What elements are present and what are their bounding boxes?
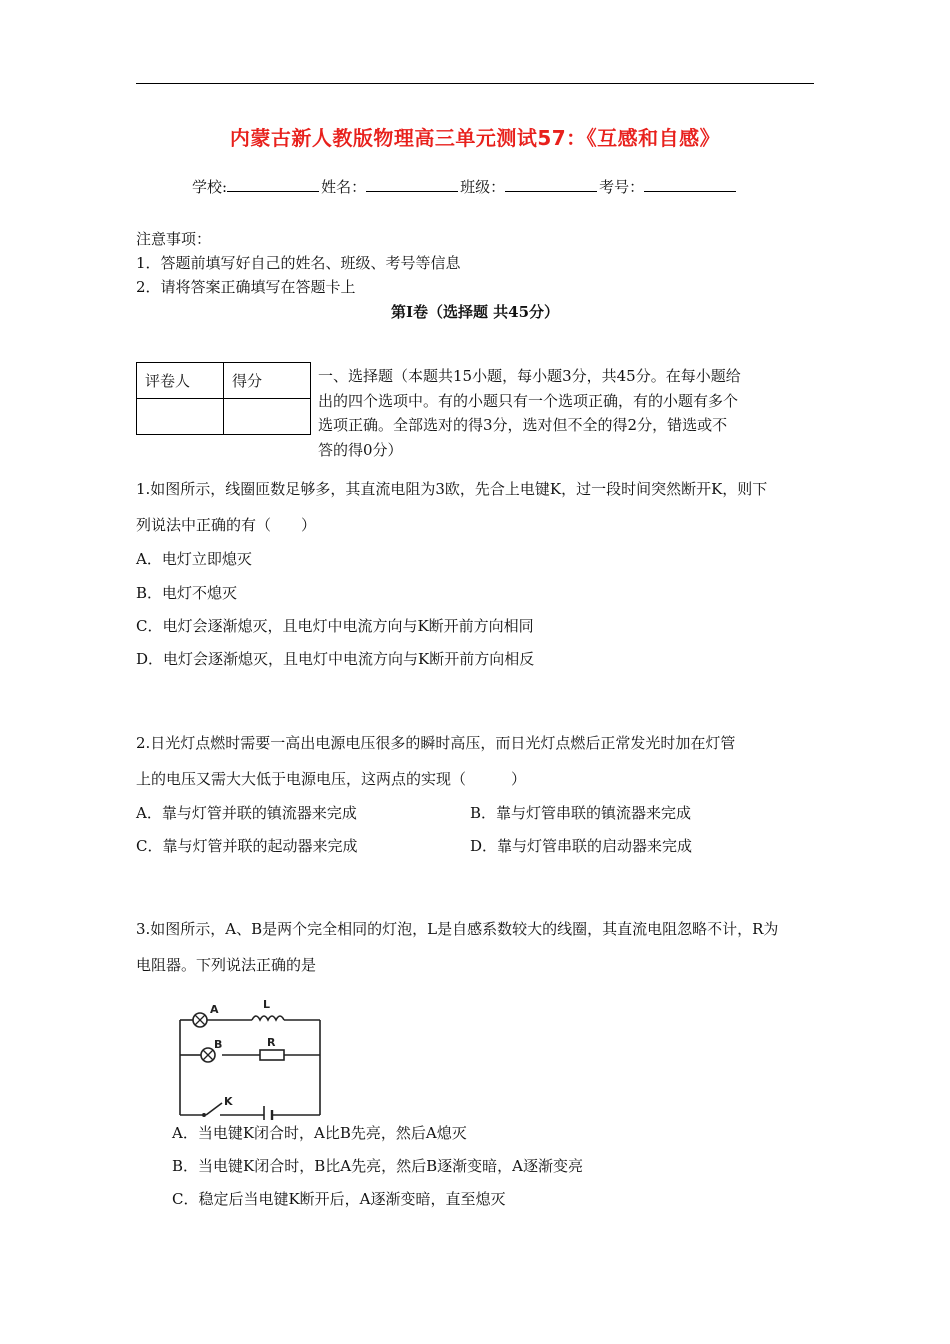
q3-stem-line1: 3.如图所示，A、B是两个完全相同的灯泡，L是自感系数较大的线圈，其直流电阻忽略不计，R为 xyxy=(136,920,779,938)
lamp-b-label: B xyxy=(214,1038,223,1051)
section-title: 第Ⅰ卷（选择题 共45分） xyxy=(390,303,560,321)
notice-heading: 注意事项： xyxy=(136,230,212,248)
school-blank[interactable] xyxy=(227,177,319,192)
exam-no-label: 考号： xyxy=(599,178,645,196)
q1-option-a[interactable]: A．电灯立即熄灭 xyxy=(136,550,252,568)
q3-option-c[interactable]: C．稳定后当电键K断开后，A逐渐变暗，直至熄灭 xyxy=(172,1190,506,1208)
part1-line: 一、选择题（本题共15小题，每小题3分，共45分。在每小题给 xyxy=(318,367,741,385)
school-label: 学校: xyxy=(192,178,228,196)
name-blank[interactable] xyxy=(366,177,458,192)
class-label: 班级： xyxy=(460,178,506,196)
q2-stem-line2: 上的电压又需大大低于电源电压，这两点的实现（ ） xyxy=(136,770,527,788)
q1-option-d[interactable]: D．电灯会逐渐熄灭，且电灯中电流方向与K断开前方向相反 xyxy=(136,650,535,668)
reviewer-cell[interactable] xyxy=(137,399,224,435)
switch-icon xyxy=(202,1113,206,1117)
switch-label: K xyxy=(224,1095,233,1108)
part1-line: 出的四个选项中。有的小题只有一个选项正确，有的小题有多个 xyxy=(318,391,739,410)
part1-instructions xyxy=(318,364,788,462)
q1-stem-line1: 1.如图所示，线圈匝数足够多，其直流电阻为3欧，先合上电键K，过一段时间突然断开K，则下 xyxy=(136,480,768,498)
name-label: 姓名： xyxy=(321,178,367,196)
lamp-b-icon xyxy=(201,1048,215,1062)
q1-option-c[interactable]: C．电灯会逐渐熄灭，且电灯中电流方向与K断开前方向相同 xyxy=(136,617,534,635)
q1-stem-line2: 列说法中正确的有（ ） xyxy=(136,516,317,534)
q1-option-b[interactable]: B．电灯不熄灭 xyxy=(136,584,238,602)
q2-stem-line1: 2.日光灯点燃时需要一高出电源电压很多的瞬时高压，而日光灯点燃后正常发光时加在灯管 xyxy=(136,734,736,752)
battery-icon xyxy=(264,1106,272,1120)
circuit-diagram xyxy=(172,995,332,1120)
notice-item-1: 1．答题前填写好自己的姓名、班级、考号等信息 xyxy=(136,254,461,272)
q2-option-a[interactable]: A．靠与灯管并联的镇流器来完成 xyxy=(136,804,357,822)
q3-option-a[interactable]: A．当电键K闭合时，A比B先亮，然后A熄灭 xyxy=(172,1124,467,1142)
notice-item-2: 2．请将答案正确填写在答题卡上 xyxy=(136,278,356,296)
page-title: 内蒙古新人教版物理高三单元测试57：《互感和自感》 xyxy=(229,126,721,150)
score-cell[interactable] xyxy=(224,399,311,435)
q2-option-b[interactable]: B．靠与灯管串联的镇流器来完成 xyxy=(470,804,692,822)
q2-option-d[interactable]: D．靠与灯管串联的启动器来完成 xyxy=(470,837,693,855)
resistor-icon xyxy=(260,1050,284,1060)
exam-no-blank[interactable] xyxy=(644,177,736,192)
reviewer-header: 评卷人 xyxy=(137,363,224,399)
q3-stem-line2: 电阻器。下列说法正确的是 xyxy=(136,956,317,974)
part1-line: 选项正确。全部选对的得3分，选对但不全的得2分，错选或不 xyxy=(318,416,728,434)
class-blank[interactable] xyxy=(505,177,597,192)
q2-option-c[interactable]: C．靠与灯管并联的起动器来完成 xyxy=(136,837,358,855)
score-table xyxy=(136,362,311,435)
score-header: 得分 xyxy=(224,363,311,399)
student-info-line xyxy=(192,176,738,197)
resistor-label: R xyxy=(267,1036,276,1049)
lamp-a-label: A xyxy=(210,1003,219,1016)
inductor-label: L xyxy=(263,998,271,1011)
lamp-a-icon xyxy=(193,1013,207,1027)
part1-line: 答的得0分） xyxy=(318,440,403,459)
top-rule xyxy=(136,83,814,84)
q3-option-b[interactable]: B．当电键K闭合时，B比A先亮，然后B逐渐变暗，A逐渐变亮 xyxy=(172,1157,583,1175)
